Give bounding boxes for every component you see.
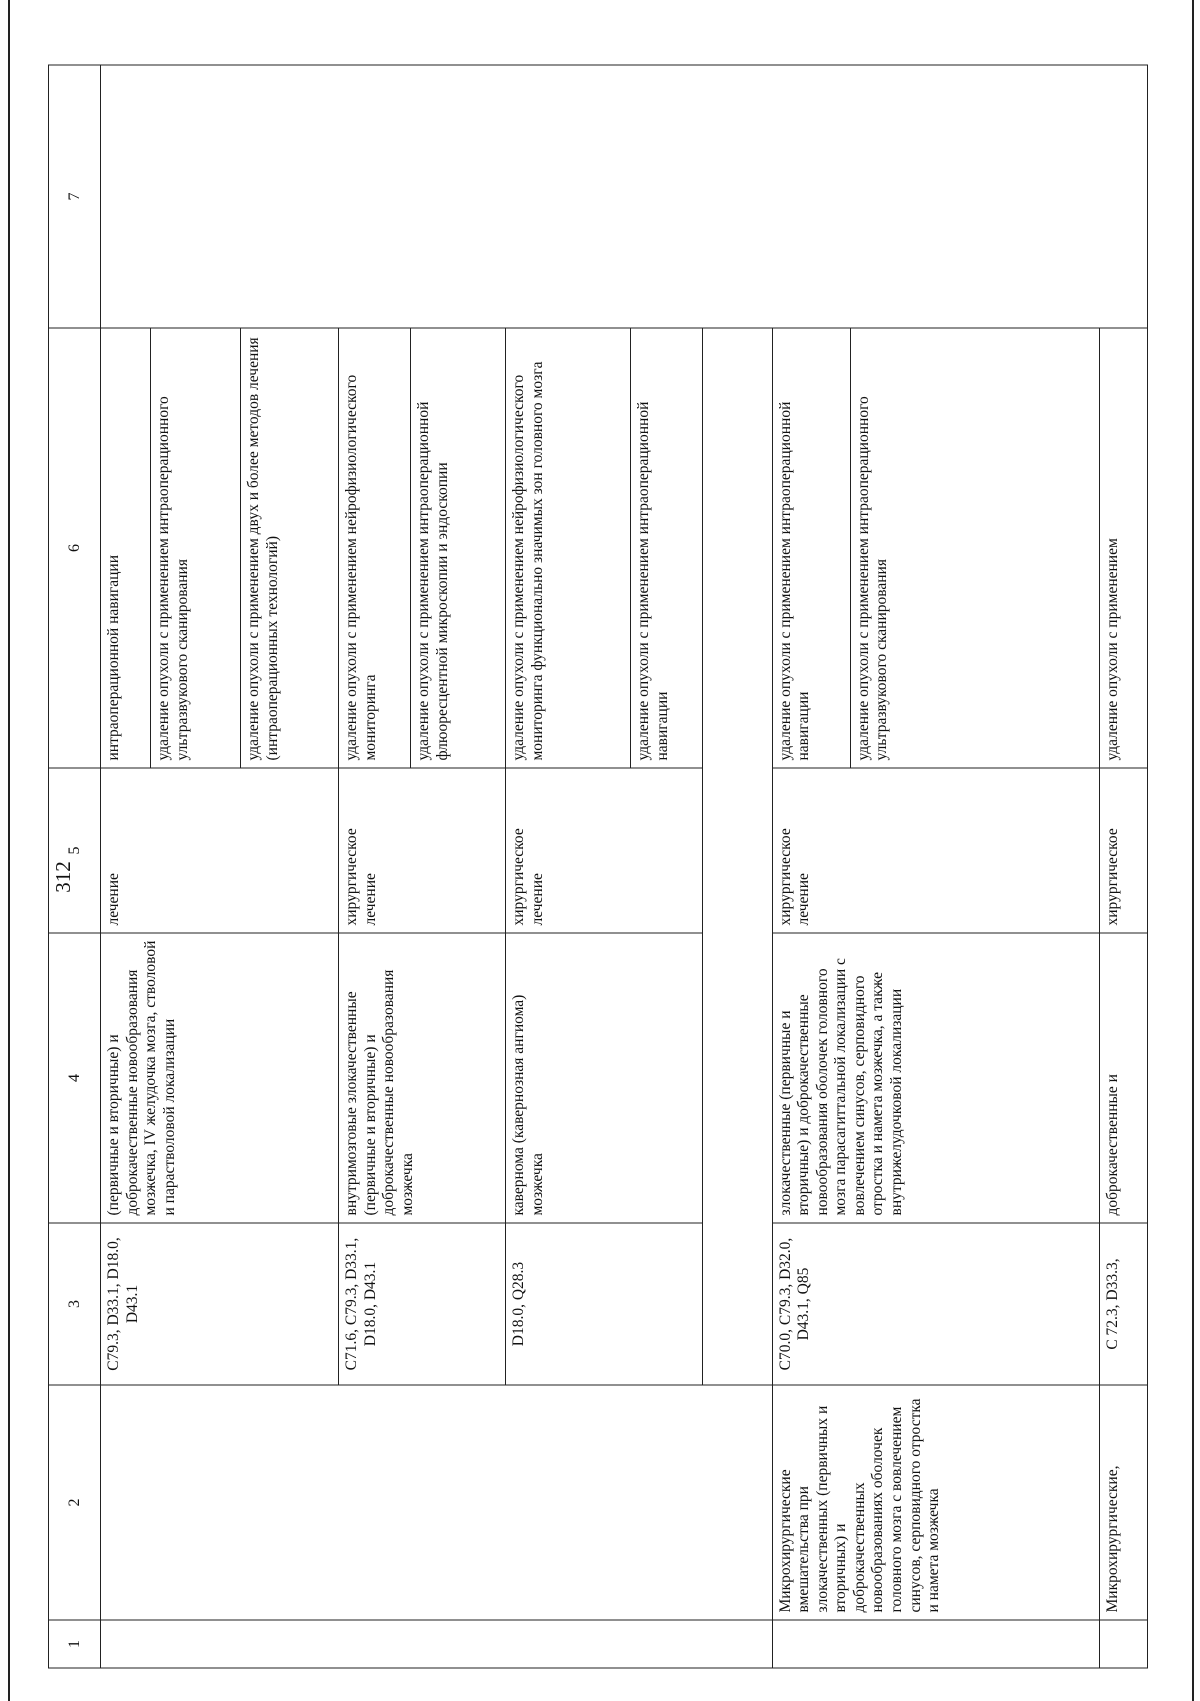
treatment-method-cell: удаление опухоли с применением интраоперационного ультразвукового сканирования (850, 328, 1100, 768)
treatment-method-cell: удаление опухоли с применением (1100, 328, 1148, 768)
diagnosis-code-cell: C70.0, C79.3, D32.0, D43.1, Q85 (772, 1223, 1100, 1385)
column-header: 3 (49, 1223, 101, 1385)
treatment-method-cell: удаление опухоли с применением интраоперационной навигации (772, 328, 850, 768)
diagnosis-code-cell: C 72.3, D33.3, (1100, 1223, 1148, 1385)
diagnosis-code-cell: C71.6, C79.3, D33.1, D18.0, D43.1 (339, 1223, 506, 1385)
procedures-table (48, 65, 1148, 1669)
diagnosis-code-cell: C79.3, D33.1, D18.0, D43.1 (101, 1223, 339, 1385)
treatment-type-cell: хирургическое лечение (339, 768, 506, 933)
rotated-table-container (48, 66, 1148, 1669)
col7-cell (101, 65, 1148, 328)
treatment-method-cell: удаление опухоли с применением двух и более методов лечения (интраоперационных технологий) (241, 328, 339, 768)
disease-description-cell: злокачественные (первичные и вторичные) и доброкачественные новообразования оболочек головного мозга парасагиттальной локализации с вовлечением синусов, серповидного отростка и намета мозжечка, а также внутрижелудочковой локализации (772, 933, 1100, 1223)
treatment-method-cell: интраоперационной навигации (101, 328, 151, 768)
header-row (49, 65, 101, 1668)
column-header: 5 (49, 768, 101, 933)
column-header: 4 (49, 933, 101, 1223)
col1-cell (1100, 1620, 1148, 1668)
table-row (101, 65, 151, 1668)
column-header: 1 (49, 1620, 101, 1668)
intervention-cell: Микрохирургические вмешательства при злокачественных (первичных и вторичных) и доброкачественных новообразованиях оболочек головного мозга с вовлечением синусов, серповидного отростка и намета мозжечка (772, 1385, 1100, 1620)
intervention-cell: Микрохирургические, (1100, 1385, 1148, 1620)
treatment-method-cell: удаление опухоли с применением интраоперационной флюоресцентной микроскопии и эндоскопии (411, 328, 506, 768)
column-header: 6 (49, 328, 101, 768)
disease-description-cell: кавернома (кавернозная ангиома) мозжечка (506, 933, 703, 1223)
treatment-type-cell: хирургическое лечение (506, 768, 703, 933)
treatment-method-cell: удаление опухоли с применением нейрофизиологического мониторинга (339, 328, 411, 768)
page-number: 312 (51, 861, 75, 893)
treatment-type-cell: хирургическое (1100, 768, 1148, 933)
treatment-method-cell: удаление опухоли с применением нейрофизиологического мониторинга функционально значимых зон головного мозга (506, 328, 631, 768)
disease-description-cell: доброкачественные и (1100, 933, 1148, 1223)
col1-cell (772, 1620, 1100, 1668)
column-header: 7 (49, 65, 101, 328)
treatment-method-cell: удаление опухоли с применением интраоперационного ультразвукового сканирования (151, 328, 241, 768)
treatment-type-cell: лечение (101, 768, 339, 933)
disease-description-cell: внутримозговые злокачественные (первичные и вторичные) и доброкачественные новообразования мозжечка (339, 933, 506, 1223)
disease-description-cell: (первичные и вторичные) и доброкачественные новообразования мозжечка, IV желудочка мозга, стволовой и парастволовой локализации (101, 933, 339, 1223)
col2-cell (101, 1385, 773, 1620)
treatment-method-cell: удаление опухоли с применением интраоперационной навигации (631, 328, 703, 768)
column-header: 2 (49, 1385, 101, 1620)
diagnosis-code-cell: D18.0, Q28.3 (506, 1223, 703, 1385)
col1-cell (101, 1620, 773, 1668)
treatment-type-cell: хирургическое лечение (772, 768, 1100, 933)
